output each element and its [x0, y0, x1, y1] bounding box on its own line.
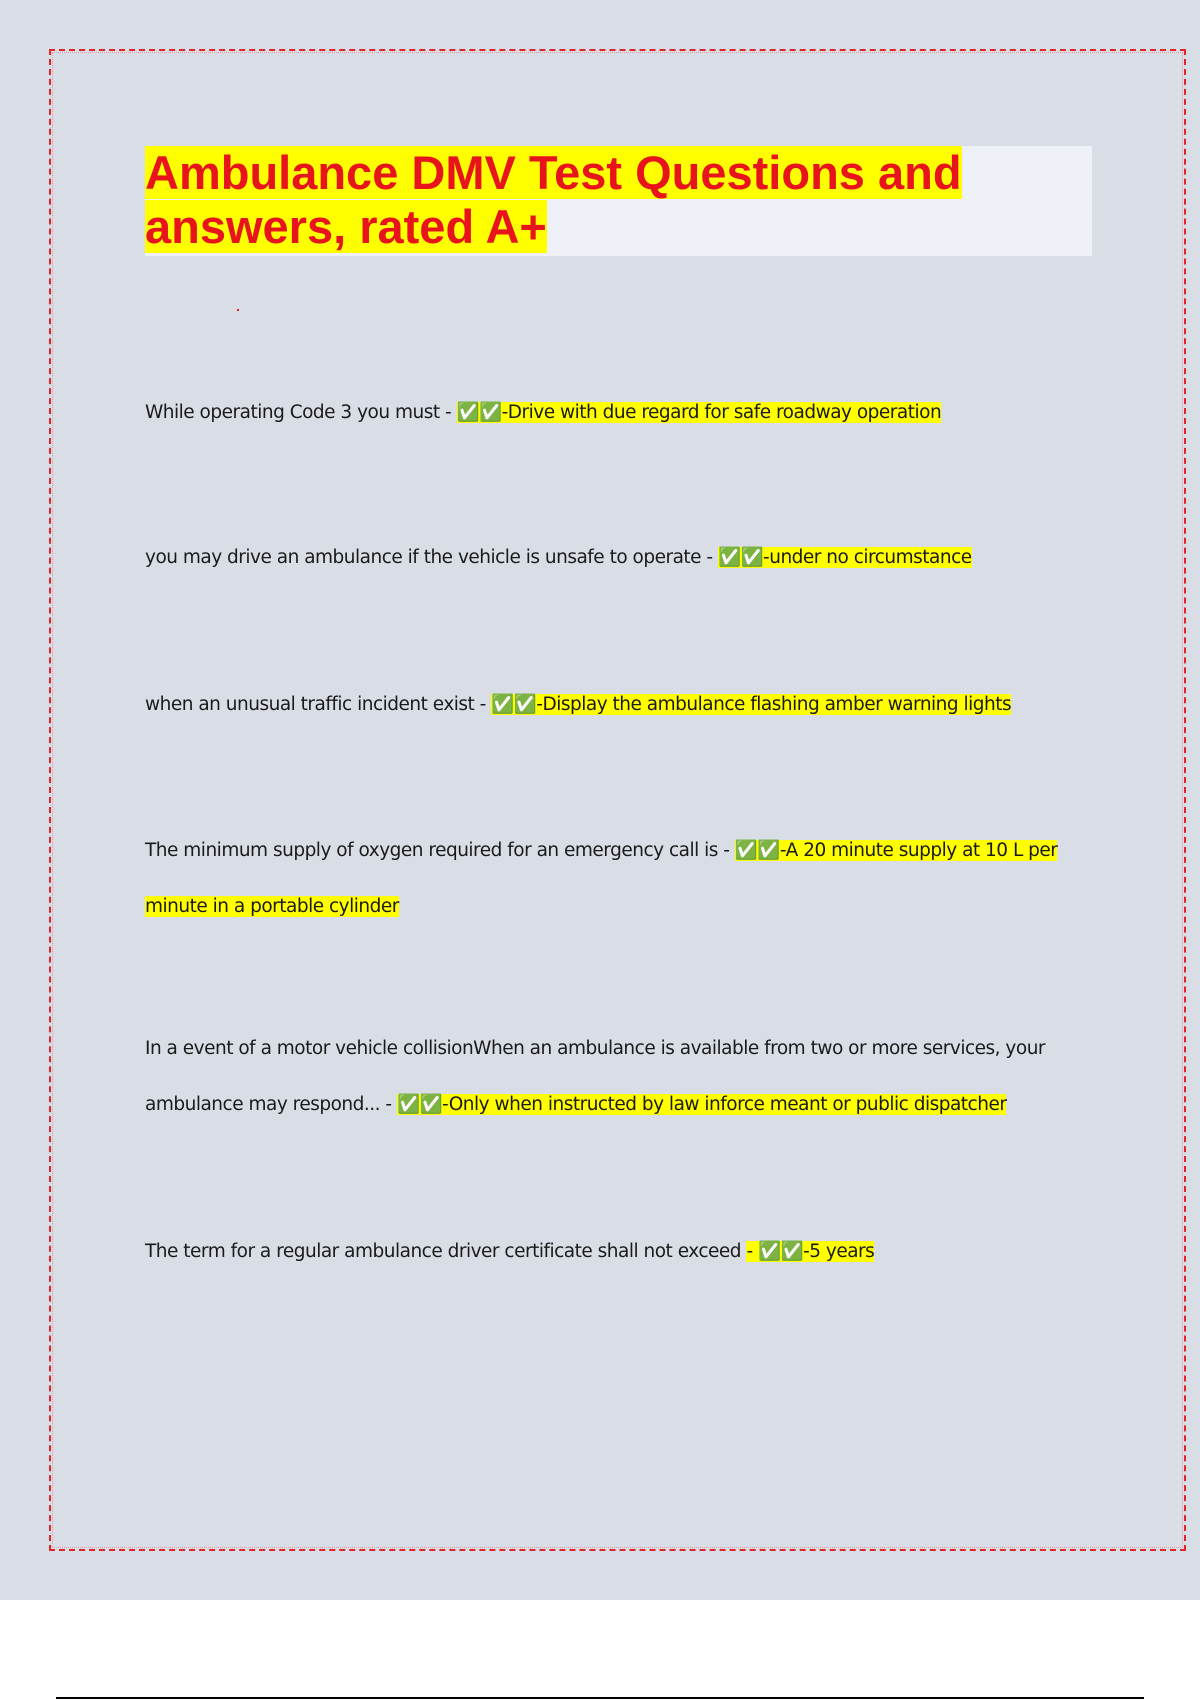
qa-question-5: In a event of a motor vehicle collisionWhen an ambulance is available from two or more services, your ambulance may respond... -	[145, 1038, 1046, 1115]
document-title-text: Ambulance DMV Test Questions and answers, rated A+	[145, 146, 962, 253]
qa-answer-1: ✅✅-Drive with due regard for safe roadway operation	[456, 402, 942, 423]
qa-answer-2: ✅✅-under no circumstance	[717, 547, 972, 568]
qa-item-4	[145, 823, 1075, 935]
qa-question-4: The minimum supply of oxygen required for an emergency call is -	[145, 840, 735, 861]
qa-answer-4: ✅✅-A 20 minute supply at 10 L per minute in a portable cylinder	[145, 840, 1058, 917]
qa-answer-3: ✅✅-Display the ambulance flashing amber warning lights	[491, 694, 1012, 715]
page-border-inner	[52, 52, 1183, 1548]
qa-question-6: The term for a regular ambulance driver certificate shall not exceed	[145, 1241, 747, 1262]
qa-item-6	[145, 1224, 1075, 1280]
qa-item-2	[145, 530, 1075, 586]
qa-answer-5: ✅✅-Only when instructed by law inforce meant or public dispatcher	[396, 1094, 1007, 1115]
qa-item-5	[145, 1021, 1075, 1133]
stray-mark	[237, 309, 239, 311]
document-title	[145, 146, 1005, 254]
qa-question-3: when an unusual traffic incident exist -	[145, 694, 492, 715]
qa-answer-6: - ✅✅-5 years	[746, 1241, 875, 1262]
qa-question-2: you may drive an ambulance if the vehicle is unsafe to operate -	[145, 547, 718, 568]
qa-item-3	[145, 677, 1075, 733]
qa-item-1	[145, 385, 1075, 441]
qa-question-1: While operating Code 3 you must -	[145, 402, 457, 423]
footer-rule	[56, 1697, 1144, 1699]
